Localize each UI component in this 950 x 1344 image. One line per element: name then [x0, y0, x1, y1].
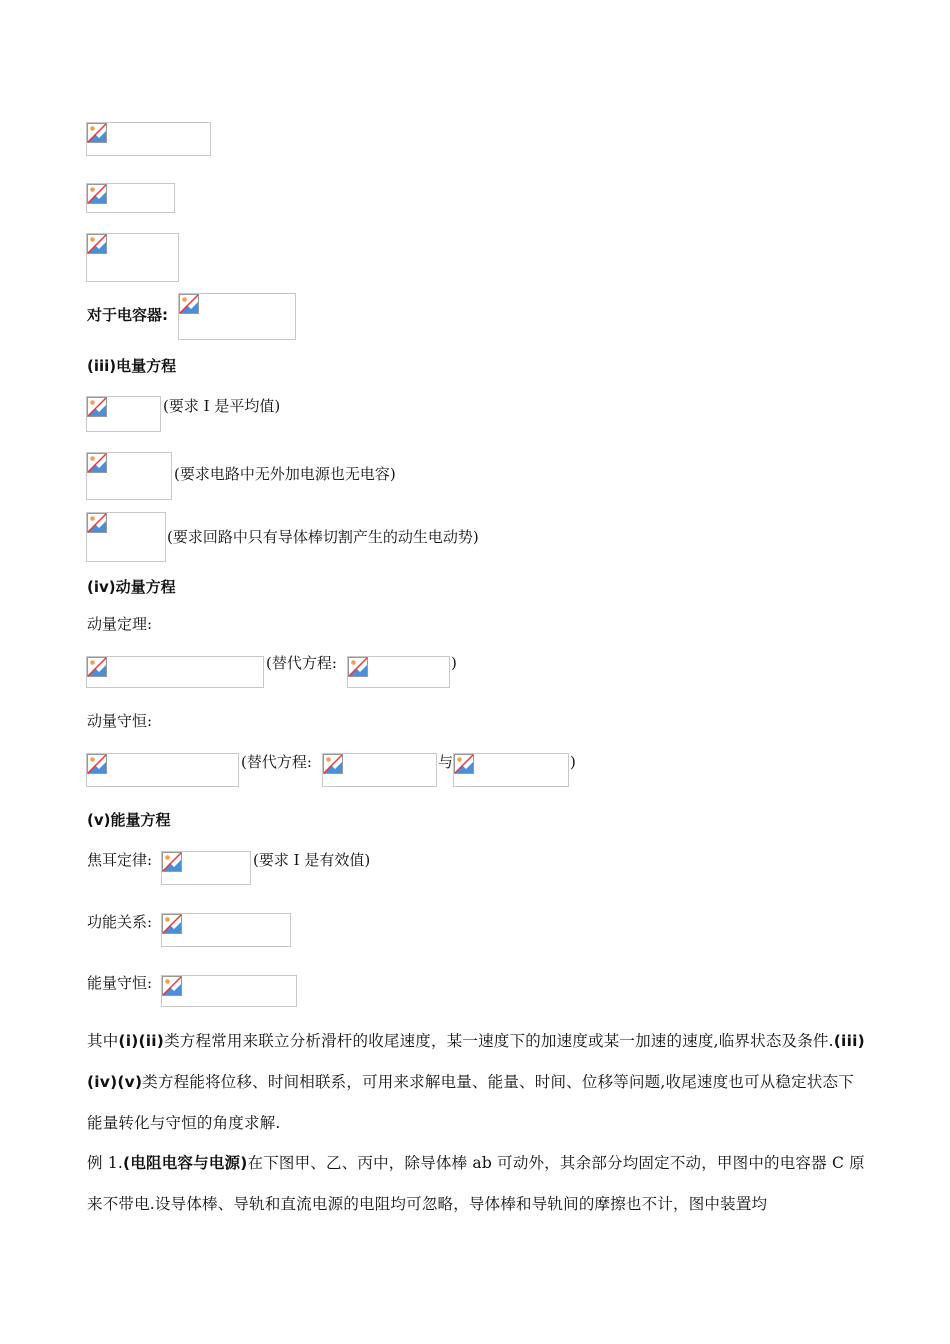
broken-image-icon	[87, 123, 107, 143]
broken-image-icon	[87, 657, 107, 677]
formula-image	[86, 183, 175, 213]
joule-law-label: 焦耳定律:	[87, 851, 153, 869]
broken-image-icon	[162, 914, 182, 934]
formula-image	[86, 122, 211, 156]
broken-image-icon	[454, 754, 474, 774]
and-word: 与	[438, 753, 454, 771]
charge-note-motional-emf: (要求回路中只有导体棒切割产生的动生电动势)	[167, 528, 479, 546]
joule-note: (要求 I 是有效值)	[253, 851, 371, 869]
example-body: 在下图甲、乙、丙中，除导体棒 ab 可动外，其余部分均固定不动，甲图中的电容器 C 原来不带电.设导体棒、导轨和直流电源的电阻均可忽略，导体棒和导轨间的摩擦也不计，图中装置均	[87, 1154, 865, 1213]
momentum-conservation-label: 动量守恒:	[87, 712, 153, 730]
formula-image	[86, 452, 172, 500]
example-title: (电阻电容与电源)	[123, 1154, 248, 1172]
formula-image	[86, 233, 179, 282]
charge-note-no-source: (要求电路中无外加电源也无电容)	[174, 465, 396, 483]
broken-image-icon	[87, 184, 107, 204]
formula-image	[86, 396, 161, 432]
example-prefix: 例 1.	[87, 1154, 124, 1172]
momentum-theorem-label: 动量定理:	[87, 615, 153, 633]
charge-note-average: (要求 I 是平均值)	[163, 397, 281, 415]
summary-bold-ref: (i)(ii)	[118, 1032, 165, 1050]
broken-image-icon	[87, 754, 107, 774]
formula-image	[86, 753, 239, 787]
substitute-label: (替代方程:	[266, 654, 337, 672]
formula-image	[86, 512, 166, 562]
section-heading-iii: (iii)电量方程	[87, 357, 177, 375]
section-heading-v: (v)能量方程	[87, 811, 171, 829]
broken-image-icon	[87, 397, 107, 417]
summary-paragraph	[87, 1021, 865, 1144]
summary-text: 其中	[87, 1032, 119, 1050]
formula-image	[347, 656, 450, 688]
broken-image-icon	[179, 294, 199, 314]
broken-image-icon	[162, 852, 182, 872]
summary-text: 类方程常用来联立分析滑杆的收尾速度，某一速度下的加速度或某一加速的速度,临界状态及条件.	[164, 1032, 834, 1050]
work-energy-label: 功能关系:	[87, 913, 153, 931]
capacitor-label: 对于电容器:	[87, 306, 168, 324]
formula-image	[161, 913, 291, 947]
formula-image	[322, 753, 437, 787]
energy-conservation-label: 能量守恒:	[87, 974, 153, 992]
summary-bold-ref: (iii)(iv)(v)	[87, 1032, 865, 1091]
close-paren: )	[451, 654, 457, 672]
formula-image	[161, 851, 251, 885]
broken-image-icon	[323, 754, 343, 774]
formula-image	[453, 753, 569, 787]
broken-image-icon	[162, 976, 182, 996]
formula-image	[178, 293, 296, 340]
summary-text: 类方程能将位移、时间相联系，可用来求解电量、能量、时间、位移等问题,收尾速度也可从稳定状态下能量转化与守恒的角度求解.	[87, 1073, 854, 1132]
broken-image-icon	[87, 453, 107, 473]
broken-image-icon	[348, 657, 368, 677]
broken-image-icon	[87, 234, 107, 254]
formula-image	[161, 975, 297, 1007]
substitute-label: (替代方程:	[241, 753, 312, 771]
formula-image	[86, 656, 264, 688]
broken-image-icon	[87, 513, 107, 533]
close-paren: )	[570, 753, 576, 771]
section-heading-iv: (iv)动量方程	[87, 578, 176, 596]
example-paragraph	[87, 1143, 865, 1225]
